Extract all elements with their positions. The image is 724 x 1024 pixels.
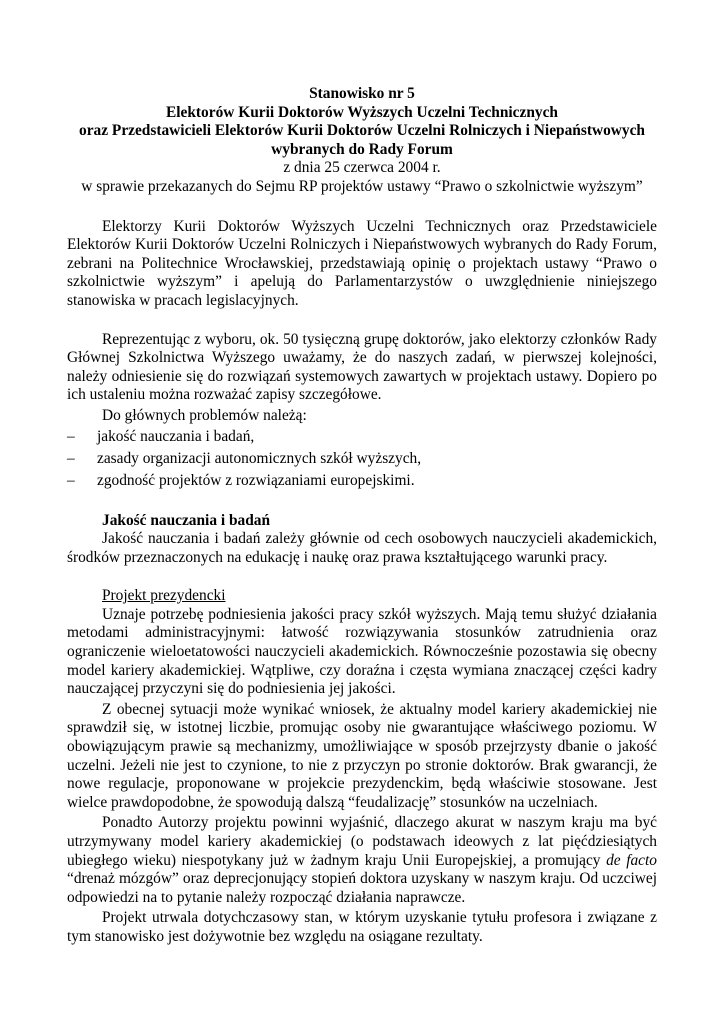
paragraph-quality: Jakość nauczania i badań zależy głównie od cech osobowych nauczycieli akademickich, środków przeznaczonych na edukację i naukę oraz prawa kształtującego warunki pracy. <box>67 530 657 566</box>
document-date: z dnia 25 czerwca 2004 r. <box>283 159 441 177</box>
subsection-heading-presidential-draft: Projekt prezydencki <box>102 587 226 605</box>
paragraph-text: “drenaż mózgów” oraz deprecjonujący stopień doktora uzyskany w naszym kraju. Od uczciwej odpowiedzi na to pytanie należy rozpocząć działania naprawcze. <box>67 870 657 906</box>
paragraph-presidential-1: Uznaje potrzebę podniesienia jakości pracy szkół wyższych. Mają temu służyć działania metodami administracyjnymi: łatwość rozwiązywania stosunków zatrudnienia oraz ograniczenie wieloetatowości nauczycieli akademickich. Równocześnie pozostawia się obecny model kariery akademickiej. Wątpliwe, czy doraźna i częsta wymiana znaczącej części kadry nauczającej przyczyni się do podniesienia jej jakości. <box>67 605 657 698</box>
paragraph-main-problems: Do głównych problemów należą: <box>102 406 307 424</box>
list-item <box>67 470 657 492</box>
paragraph-presidential-4: Projekt utrwala dotychczasowy stan, w którym uzyskanie tytułu profesora i związane z tym stanowisko jest dożywotnie bez względu na osiągane rezultaty. <box>67 909 657 945</box>
list-item <box>67 448 657 470</box>
paragraph-presidential-3 <box>67 814 657 907</box>
document-subtitle-line-3: wybranych do Rady Forum <box>271 140 453 158</box>
list-item-text: jakość nauczania i badań, <box>97 427 255 445</box>
document-header <box>67 85 657 197</box>
document-subtitle-line-2: oraz Przedstawicieli Elektorów Kurii Doktorów Uczelni Rolniczych i Niepaństwowych <box>79 122 645 140</box>
paragraph-representation: Reprezentując z wyboru, ok. 50 tysięczną grupę doktorów, jako elektorzy członków Rady Głównej Szkolnictwa Wyższego uważamy, że do naszych zadań, w pierwszej kolejności, należy odniesienie się do rozwiązań systemowych zawartych w projektach ustawy. Dopiero po ich ustaleniu można rozważać zapisy szczegółowe. <box>67 330 657 404</box>
document-subject: w sprawie przekazanych do Sejmu RP projektów ustawy “Prawo o szkolnictwie wyższym” <box>81 177 643 195</box>
paragraph-text: Ponadto Autorzy projektu powinni wyjaśnić, dlaczego akurat w naszym kraju ma być utrzymywany model kariery akademickiej (o podstawach ideowych z lat pięćdziesiątych ubiegłego wieku) niespotykany już w żadnym kraju Unii Europejskiej, a promujący <box>67 814 657 869</box>
problems-list <box>67 426 657 492</box>
italic-phrase: de facto <box>606 851 657 869</box>
section-heading-quality: Jakość nauczania i badań <box>102 511 271 529</box>
dash-bullet: – <box>67 471 75 489</box>
paragraph-presidential-2: Z obecnej sytuacji może wynikać wniosek, że aktualny model kariery akademickiej nie sprawdził się, w istotnej liczbie, promując osoby nie gwarantujące właściwego poziomu. W obowiązującym prawie są mechanizmy, umożliwiające w sposób przejrzysty dbanie o jakość uczelni. Jeżeli nie jest to czynione, to nie z przyczyn po stronie doktorów. Brak gwarancji, że nowe regulacje, proponowane w projekcie prezydenckim, będą właściwie stosowane. Jest wielce prawdopodobne, że spowodują dalszą “feudalizację” stosunków na uczelniach. <box>67 700 657 811</box>
paragraph-intro: Elektorzy Kurii Doktorów Wyższych Uczelni Technicznych oraz Przedstawiciele Elektorów Kurii Doktorów Uczelni Rolniczych i Niepaństwowych wybranych do Rady Forum, zebrani na Politechnice Wrocławskiej, przedstawiają opinię o projektach ustawy “Prawo o szkolnictwie wyższym” i apelują do Parlamentarzystów o uwzględnienie niniejszego stanowiska w pracach legislacyjnych. <box>67 217 657 309</box>
list-item-text: zgodność projektów z rozwiązaniami europejskimi. <box>97 471 415 489</box>
list-item <box>67 426 657 448</box>
list-item-text: zasady organizacji autonomicznych szkół wyższych, <box>97 449 422 467</box>
document-subtitle-line-1: Elektorów Kurii Doktorów Wyższych Uczelni Technicznych <box>165 103 558 121</box>
dash-bullet: – <box>67 449 75 467</box>
dash-bullet: – <box>67 427 75 445</box>
document-title: Stanowisko nr 5 <box>309 85 415 102</box>
